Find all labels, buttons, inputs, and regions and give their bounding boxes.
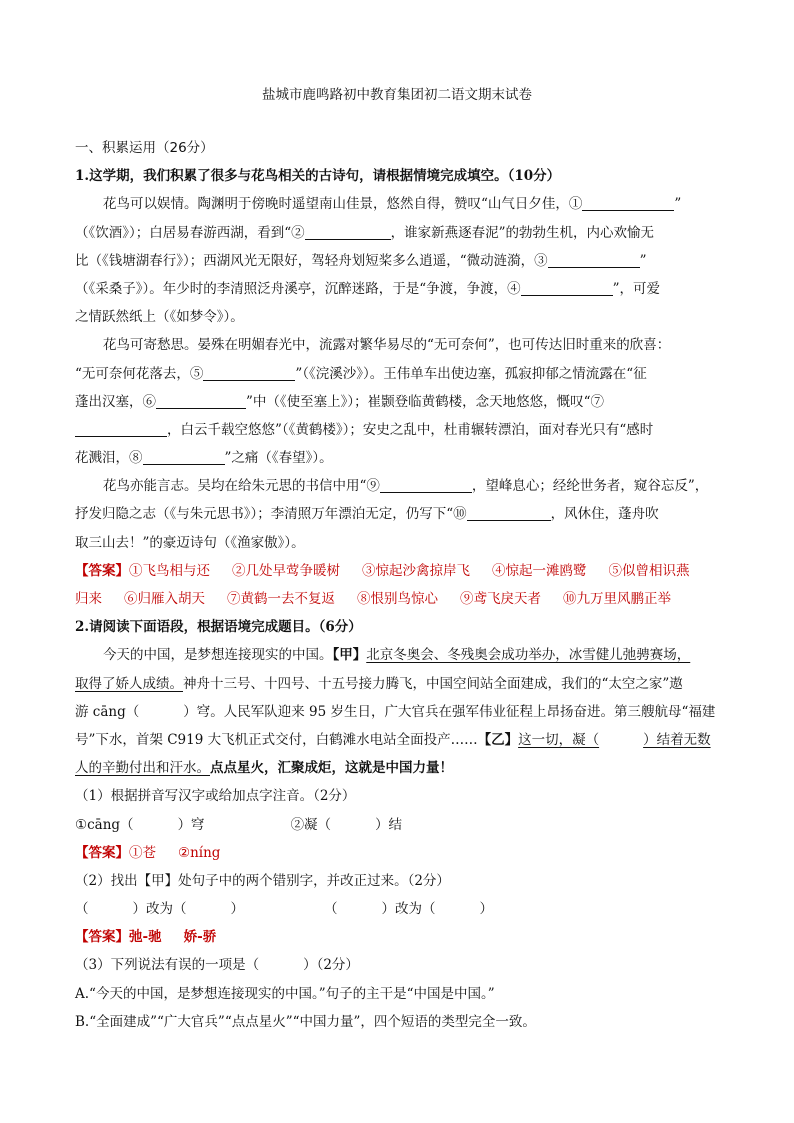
q2-passage-line2: 取得了娇人成绩。神舟十三号、十四号、十五号接力腾飞，中国空间站全面建成，我们的“太空之家”遨 — [75, 675, 683, 692]
q2-sub1-items: ①cāng（ ）穹 ②凝（ ）结 — [75, 816, 403, 833]
q1-p1-line2: （《饮酒》）；白居易春游西湖，看到“② ，谁家新燕逐春泥”的勃勃生机，内心欢愉无 — [75, 224, 655, 241]
q2-sub1-stem: （1）根据拼音写汉字或给加点字注音。（2分） — [75, 788, 356, 805]
q1-p3-line1: 花鸟亦能言志。吴均在给朱元思的书信中用“⑨ ，望峰息心；经纶世务者，窥谷忘反”， — [103, 478, 709, 495]
blank-4[interactable] — [521, 279, 613, 296]
q1-p3-line3: 取三山去！”的豪迈诗句（《渔家傲》）。 — [75, 534, 305, 551]
q2-passage-line4: 号”下水，首架 C919 大飞机正式交付，白鹤滩水电站全面投产……【乙】这一切，凝（ ）结着无数 — [75, 731, 711, 748]
blank-3[interactable] — [548, 251, 640, 268]
blank-5[interactable] — [203, 364, 295, 381]
blank-9[interactable] — [380, 476, 472, 493]
q2-stem: 2.请阅读下面语段，根据语境完成题目。（6分） — [75, 619, 362, 636]
q1-p2-line4: ，白云千载空悠悠”（《黄鹤楼》）；安史之乱中，杜甫辗转漂泊，面对春光只有“感时 — [75, 416, 735, 444]
blank-8[interactable] — [143, 448, 225, 465]
section-heading: 一、积累运用（26分） — [75, 140, 214, 156]
q2-sub2-row: （ ）改为（ ） （ ）改为（ ） — [75, 901, 493, 918]
q2-sub2-answer: 【答案】弛-驰 娇-骄 — [75, 929, 217, 946]
q1-p1-line3: 比（《钱塘湖春行》）；西湖风光无限好，驾轻舟划短桨多么逍遥，“微动涟漪，③ ” — [75, 252, 647, 269]
q1-p3-line2: 抒发归隐之志（《与朱元思书》）；李清照万年漂泊无定，仍写下“⑩ ，风休住，蓬舟吹 — [75, 506, 659, 523]
q1-answer-line1: 【答案】①飞鸟相与还 ②几处早莺争暖树 ③惊起沙禽掠岸飞 ④惊起一滩鸥鹭 ⑤似曾相识燕 — [75, 562, 690, 579]
q1-stem: 1.这学期，我们积累了很多与花鸟相关的古诗句，请根据情境完成填空。（10分） — [75, 168, 561, 185]
q1-p1-line4: （《采桑子》）。年少时的李清照泛舟溪亭，沉醉迷路，于是“争渡，争渡，④ ”，可爱 — [75, 280, 661, 297]
q2-sub3-option-b: B.“全面建成”“广大官兵”“点点星火”“中国力量”，四个短语的类型完全一致。 — [75, 1013, 536, 1030]
blank-6[interactable] — [156, 392, 246, 409]
blank-10[interactable] — [467, 504, 551, 521]
q2-passage-line1: 今天的中国，是梦想连接现实的中国。【甲】北京冬奥会、冬残奥会成功举办，冰雪健儿弛骋赛场， — [103, 647, 691, 664]
blank-7[interactable] — [75, 420, 167, 437]
q1-p1-line1: 花鸟可以娱情。陶渊明于傍晚时遥望南山佳景，悠然自得，赞叹“山气日夕佳，① ” — [103, 196, 682, 213]
q1-p2-line1: 花鸟可寄愁思。晏殊在明媚春光中，流露对繁华易尽的“无可奈何”，也可传达旧时重来的欣喜： — [103, 337, 671, 354]
exam-content — [75, 134, 735, 1036]
q2-sub1-answer: 【答案】①苍 ②níng — [75, 844, 221, 861]
q1-p2-line2: “无可奈何花落去，⑤ ”（《浣溪沙》）。王伟单车出使边塞，孤寂抑郁之情流露在“征 — [75, 365, 647, 382]
q2-sub3-stem: （3）下列说法有误的一项是（ ）（2分） — [75, 957, 359, 974]
q2-sub3-option-a: A.“今天的中国，是梦想连接现实的中国。”句子的主干是“中国是中国。” — [75, 985, 495, 1002]
q1-p1-line5: 之情跃然纸上（《如梦令》）。 — [75, 309, 244, 326]
q2-passage-line5: 人的辛勤付出和汗水。点点星火，汇聚成炬，这就是中国力量！ — [75, 760, 453, 777]
q1-p2-line3: 蓬出汉塞，⑥ ”中（《使至塞上》）；崔颢登临黄鹤楼，念天地悠悠，慨叹“⑦ — [75, 393, 605, 410]
q2-passage-line3: 游 cāng（ ）穹。人民军队迎来 95 岁生日，广大官兵在强军伟业征程上昂扬奋进。第三艘航母“福建 — [75, 703, 716, 720]
blank-1[interactable] — [582, 194, 674, 211]
q1-answer-line2: 归来 ⑥归雁入胡天 ⑦黄鹤一去不复返 ⑧恨别鸟惊心 ⑨鸢飞戾天者 ⑩九万里风鹏正举 — [75, 591, 671, 607]
page-title: 盐城市鹿鸣路初中教育集团初二语文期末试卷 — [262, 87, 532, 103]
blank-2[interactable] — [305, 223, 391, 240]
q2-sub2-stem: （2）找出【甲】处句子中的两个错别字，并改正过来。（2分） — [75, 872, 450, 889]
q1-p2-line5: 花溅泪，⑧ ”之痛（《春望》）。 — [75, 450, 333, 467]
